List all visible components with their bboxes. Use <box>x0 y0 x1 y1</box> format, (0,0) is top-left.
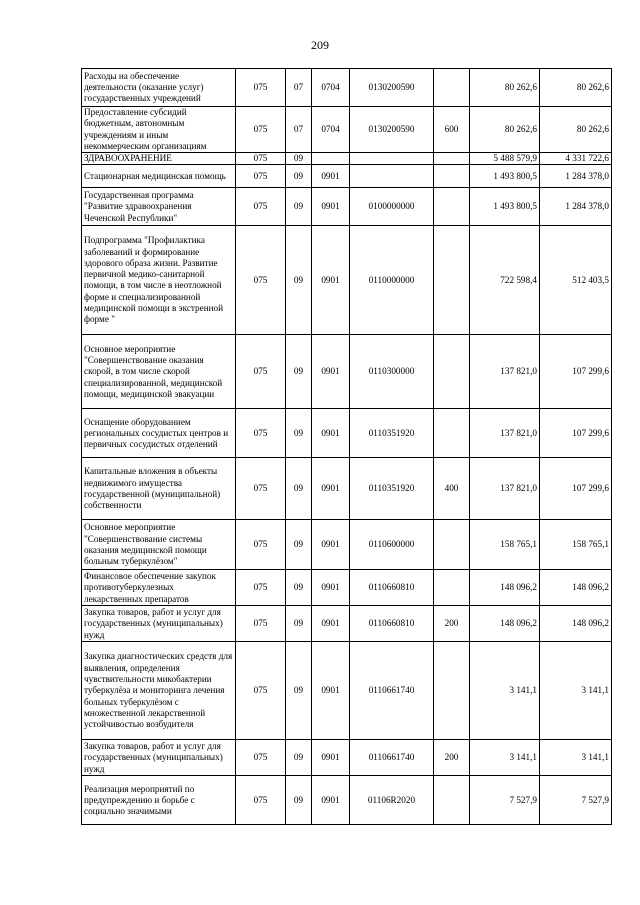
row-vr-code <box>434 570 470 606</box>
table-row <box>82 740 612 776</box>
row-gr-code: 075 <box>236 458 286 520</box>
row-pr-code <box>312 153 350 165</box>
row-name: Предоставление субсидий бюджетным, автономным учреждениям и иным некоммерческим организациям <box>82 107 236 153</box>
row-csr-code: 0110660810 <box>350 570 434 606</box>
row-sum-year2: 3 141,1 <box>540 740 612 776</box>
row-rz-code: 09 <box>286 606 312 642</box>
row-name: Подпрограмма "Профилактика заболеваний и формирование здорового образа жизни. Развитие первичной медико-санитарной помощи, в том числе в неотложной форме и специализированной медицинской помощи в экстренной форме " <box>82 226 236 335</box>
row-csr-code: 0110661740 <box>350 740 434 776</box>
row-gr-code: 075 <box>236 188 286 226</box>
budget-table-body <box>82 69 612 825</box>
row-pr-code: 0901 <box>312 776 350 825</box>
row-name: Стационарная медицинская помощь <box>82 165 236 188</box>
row-pr-code: 0704 <box>312 107 350 153</box>
row-sum-year2: 107 299,6 <box>540 335 612 409</box>
table-row <box>82 642 612 740</box>
row-vr-code <box>434 226 470 335</box>
row-name: Основное мероприятие "Совершенствование системы оказания медицинской помощи больным туберкулёзом" <box>82 520 236 570</box>
budget-table <box>81 68 612 825</box>
row-gr-code: 075 <box>236 606 286 642</box>
row-rz-code: 09 <box>286 520 312 570</box>
row-pr-code: 0901 <box>312 740 350 776</box>
row-sum-year1: 148 096,2 <box>470 606 540 642</box>
table-row <box>82 570 612 606</box>
table-row <box>82 226 612 335</box>
row-csr-code: 0130200590 <box>350 69 434 107</box>
row-vr-code <box>434 642 470 740</box>
row-name: Закупка товаров, работ и услуг для государственных (муниципальных) нужд <box>82 606 236 642</box>
row-name: Финансовое обеспечение закупок противотуберкулезных лекарственных препаратов <box>82 570 236 606</box>
row-vr-code <box>434 335 470 409</box>
row-sum-year1: 722 598,4 <box>470 226 540 335</box>
row-rz-code: 09 <box>286 409 312 458</box>
row-rz-code: 09 <box>286 165 312 188</box>
row-gr-code: 075 <box>236 642 286 740</box>
row-vr-code <box>434 165 470 188</box>
row-sum-year1: 1 493 800,5 <box>470 165 540 188</box>
row-sum-year1: 137 821,0 <box>470 335 540 409</box>
row-sum-year2: 107 299,6 <box>540 458 612 520</box>
row-name: Расходы на обеспечение деятельности (оказание услуг) государственных учреждений <box>82 69 236 107</box>
row-vr-code: 200 <box>434 740 470 776</box>
row-sum-year1: 148 096,2 <box>470 570 540 606</box>
row-vr-code <box>434 153 470 165</box>
table-row <box>82 188 612 226</box>
row-sum-year2: 148 096,2 <box>540 606 612 642</box>
row-pr-code: 0901 <box>312 642 350 740</box>
table-row <box>82 153 612 165</box>
row-sum-year1: 80 262,6 <box>470 69 540 107</box>
row-rz-code: 07 <box>286 69 312 107</box>
row-name: Реализация мероприятий по предупреждению и борьбе с социально значимыми <box>82 776 236 825</box>
row-sum-year1: 3 141,1 <box>470 642 540 740</box>
row-name: Государственная программа "Развитие здравоохранения Чеченской Республики" <box>82 188 236 226</box>
row-csr-code: 0110660810 <box>350 606 434 642</box>
row-csr-code: 0110661740 <box>350 642 434 740</box>
row-rz-code: 09 <box>286 642 312 740</box>
row-pr-code: 0901 <box>312 335 350 409</box>
table-row <box>82 335 612 409</box>
row-name: Капитальные вложения в объекты недвижимого имущества государственной (муниципальной) собственности <box>82 458 236 520</box>
row-sum-year1: 137 821,0 <box>470 458 540 520</box>
row-gr-code: 075 <box>236 409 286 458</box>
row-sum-year1: 158 765,1 <box>470 520 540 570</box>
row-pr-code: 0901 <box>312 409 350 458</box>
row-pr-code: 0901 <box>312 520 350 570</box>
row-sum-year1: 80 262,6 <box>470 107 540 153</box>
row-rz-code: 09 <box>286 188 312 226</box>
table-row <box>82 606 612 642</box>
table-row <box>82 776 612 825</box>
row-sum-year2: 107 299,6 <box>540 409 612 458</box>
row-gr-code: 075 <box>236 570 286 606</box>
table-row <box>82 107 612 153</box>
row-csr-code: 0130200590 <box>350 107 434 153</box>
row-sum-year2: 4 331 722,6 <box>540 153 612 165</box>
row-csr-code <box>350 153 434 165</box>
row-gr-code: 075 <box>236 520 286 570</box>
row-rz-code: 09 <box>286 740 312 776</box>
row-sum-year2: 80 262,6 <box>540 69 612 107</box>
row-vr-code: 200 <box>434 606 470 642</box>
table-row <box>82 165 612 188</box>
row-pr-code: 0901 <box>312 188 350 226</box>
row-rz-code: 09 <box>286 458 312 520</box>
row-sum-year1: 7 527,9 <box>470 776 540 825</box>
row-gr-code: 075 <box>236 335 286 409</box>
row-pr-code: 0901 <box>312 570 350 606</box>
table-row <box>82 520 612 570</box>
row-gr-code: 075 <box>236 776 286 825</box>
row-csr-code <box>350 165 434 188</box>
row-sum-year2: 7 527,9 <box>540 776 612 825</box>
row-csr-code: 0110351920 <box>350 409 434 458</box>
row-rz-code: 09 <box>286 570 312 606</box>
row-sum-year2: 158 765,1 <box>540 520 612 570</box>
row-gr-code: 075 <box>236 226 286 335</box>
row-sum-year1: 3 141,1 <box>470 740 540 776</box>
row-sum-year2: 80 262,6 <box>540 107 612 153</box>
row-gr-code: 075 <box>236 69 286 107</box>
row-sum-year2: 1 284 378,0 <box>540 188 612 226</box>
row-name: ЗДРАВООХРАНЕНИЕ <box>82 153 236 165</box>
row-gr-code: 075 <box>236 740 286 776</box>
row-sum-year1: 137 821,0 <box>470 409 540 458</box>
row-pr-code: 0901 <box>312 165 350 188</box>
row-pr-code: 0704 <box>312 69 350 107</box>
row-name: Закупка товаров, работ и услуг для государственных (муниципальных) нужд <box>82 740 236 776</box>
row-rz-code: 07 <box>286 107 312 153</box>
row-vr-code <box>434 188 470 226</box>
row-sum-year2: 1 284 378,0 <box>540 165 612 188</box>
table-row <box>82 409 612 458</box>
row-vr-code: 400 <box>434 458 470 520</box>
row-gr-code: 075 <box>236 165 286 188</box>
row-pr-code: 0901 <box>312 606 350 642</box>
row-sum-year1: 1 493 800,5 <box>470 188 540 226</box>
row-csr-code: 0100000000 <box>350 188 434 226</box>
row-sum-year2: 148 096,2 <box>540 570 612 606</box>
row-csr-code: 0110351920 <box>350 458 434 520</box>
row-rz-code: 09 <box>286 226 312 335</box>
row-vr-code <box>434 776 470 825</box>
row-gr-code: 075 <box>236 107 286 153</box>
row-csr-code: 0110300000 <box>350 335 434 409</box>
row-pr-code: 0901 <box>312 458 350 520</box>
row-csr-code: 01106R2020 <box>350 776 434 825</box>
table-row <box>82 69 612 107</box>
row-vr-code <box>434 409 470 458</box>
row-sum-year2: 512 403,5 <box>540 226 612 335</box>
row-rz-code: 09 <box>286 335 312 409</box>
row-pr-code: 0901 <box>312 226 350 335</box>
row-name: Оснащение оборудованием региональных сосудистых центров и первичных сосудистых отделений <box>82 409 236 458</box>
row-vr-code <box>434 520 470 570</box>
row-gr-code: 075 <box>236 153 286 165</box>
row-vr-code <box>434 69 470 107</box>
row-vr-code: 600 <box>434 107 470 153</box>
row-csr-code: 0110000000 <box>350 226 434 335</box>
row-name: Основное мероприятие "Совершенствование оказания скорой, в том числе скорой специализированной, медицинской помощи, медицинской эвакуации <box>82 335 236 409</box>
row-rz-code: 09 <box>286 153 312 165</box>
row-rz-code: 09 <box>286 776 312 825</box>
row-csr-code: 0110600000 <box>350 520 434 570</box>
row-sum-year2: 3 141,1 <box>540 642 612 740</box>
page-number: 209 <box>311 38 329 52</box>
row-name: Закупка диагностических средств для выявления, определения чувствительности микобактерии туберкулёза и мониторинга лечения больных туберкулёзом с множественной лекарственной устойчивостью возбудителя <box>82 642 236 740</box>
row-sum-year1: 5 488 579,9 <box>470 153 540 165</box>
table-row <box>82 458 612 520</box>
